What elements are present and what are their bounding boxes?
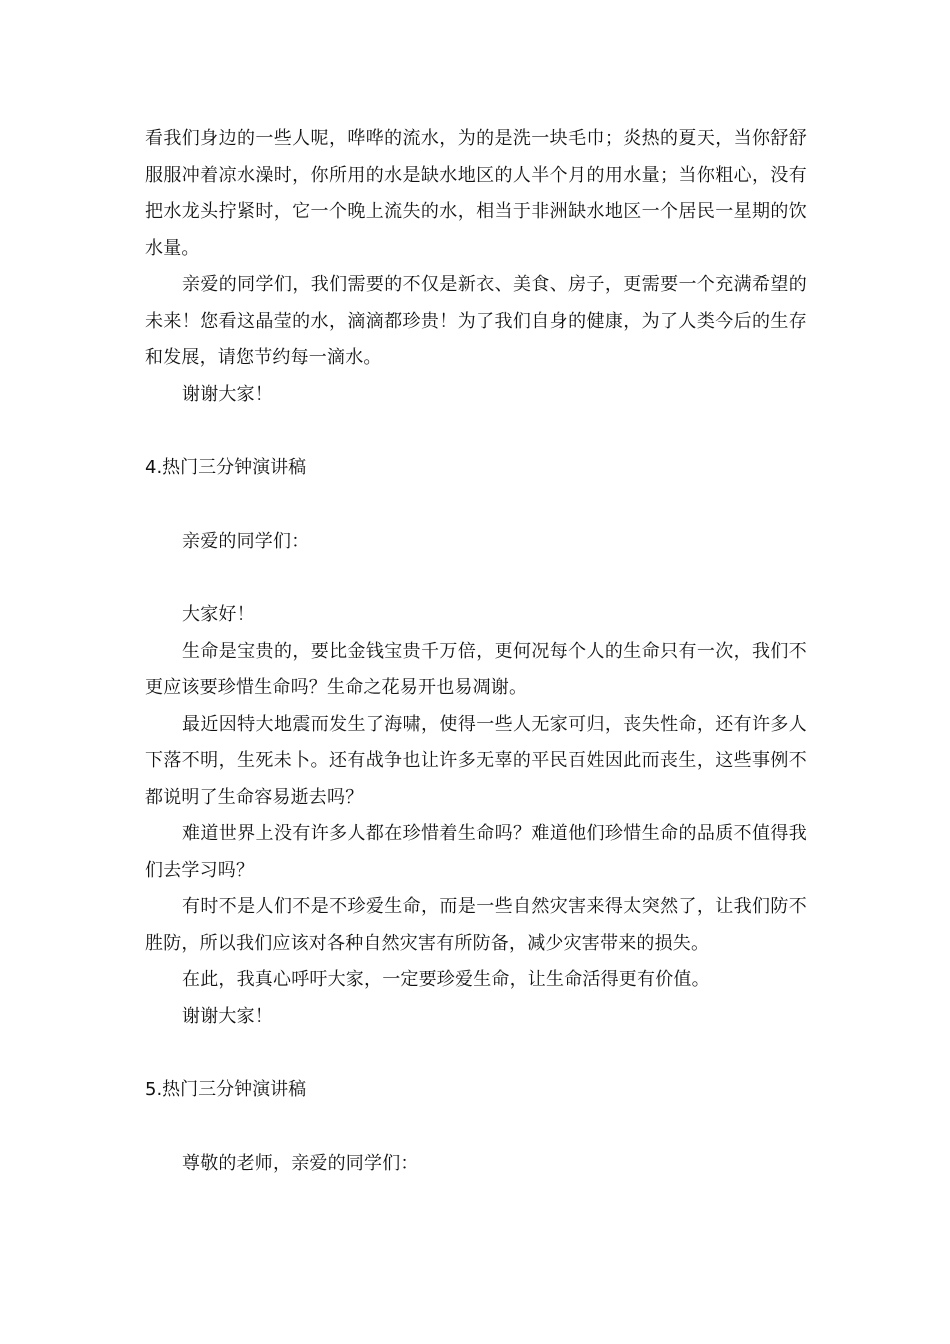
spacer xyxy=(145,560,807,597)
paragraph: 生命是宝贵的，要比金钱宝贵千万倍，更何况每个人的生命只有一次，我们不更应该要珍惜生命吗？生命之花易开也易凋谢。 xyxy=(145,640,807,698)
paragraph: 有时不是人们不是不珍爱生命，而是一些自然灾害来得太突然了，让我们防不胜防，所以我们应该对各种自然灾害有所防备，减少灾害带来的损失。 xyxy=(145,896,807,954)
spacer xyxy=(145,1035,807,1072)
paragraph: 难道世界上没有许多人都在珍惜着生命吗？难道他们珍惜生命的品质不值得我们去学习吗？ xyxy=(145,823,807,881)
paragraph: 谢谢大家！ xyxy=(182,383,273,405)
paragraph: 在此，我真心呼吁大家，一定要珍爱生命，让生命活得更有价值。 xyxy=(182,969,710,990)
paragraph: 亲爱的同学们，我们需要的不仅是新衣、美食、房子，更需要一个充满希望的未来！您看这晶莹的水，滴滴都珍贵！为了我们自身的健康，为了人类今后的生存和发展，请您节约每一滴水。 xyxy=(145,274,807,368)
section-heading: 5.热门三分钟演讲稿 xyxy=(145,1079,307,1100)
paragraph: 看我们身边的一些人呢，哗哗的流水，为的是洗一块毛巾；炎热的夏天，当你舒舒服服冲着凉水澡时，你所用的水是缺水地区的人半个月的用水量；当你粗心，没有把水龙头拧紧时，它一个晚上流失的水，相当于非洲缺水地区一个居民一星期的饮水量。 xyxy=(145,128,807,259)
spacer xyxy=(145,413,807,450)
paragraph: 谢谢大家！ xyxy=(182,1005,273,1027)
section-heading: 4.热门三分钟演讲稿 xyxy=(145,457,307,478)
spacer xyxy=(145,1109,807,1146)
paragraph: 亲爱的同学们： xyxy=(182,530,310,552)
document-page xyxy=(145,121,807,1182)
paragraph: 最近因特大地震而发生了海啸，使得一些人无家可归，丧失性命，还有许多人下落不明，生死未卜。还有战争也让许多无辜的平民百姓因此而丧生，这些事例不都说明了生命容易逝去吗？ xyxy=(145,713,807,808)
paragraph: 尊敬的老师，亲爱的同学们： xyxy=(182,1152,419,1174)
paragraph: 大家好！ xyxy=(182,604,255,625)
spacer xyxy=(145,487,807,524)
